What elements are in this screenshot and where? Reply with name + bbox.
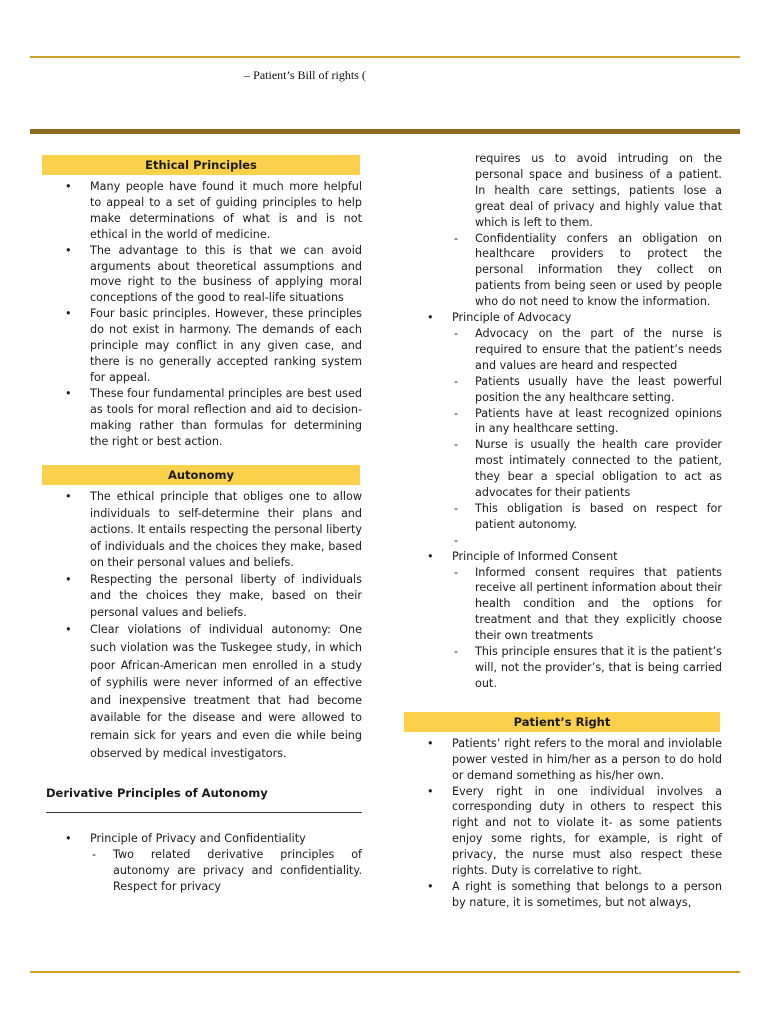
list-item-label: Principle of Privacy and Confidentiality [90, 832, 306, 846]
sub-list-item: - Patients have at least recognized opinions in any healthcare setting. [452, 406, 722, 438]
list-item [402, 549, 722, 692]
confidentiality-list [402, 231, 722, 311]
list-item: • Every right in one individual involves a corresponding duty in others to respect this right and not to violate it- as some patients enjoy some rights, for example, is right of privacy, the nurse must also respect these rights. Duty is correlative to right. [402, 784, 722, 879]
page-title: – Patient’s Bill of rights ( [244, 68, 366, 82]
list-item-label: Principle of Advocacy [452, 311, 572, 325]
section-divider [46, 812, 362, 813]
list-item: • Many people have found it much more helpful to appeal to a set of guiding principles to help make determinations of what is and is not ethical in the world of medicine. [40, 179, 362, 243]
top-rule [30, 56, 740, 58]
sub-list-item: - Confidentiality confers an obligation on healthcare providers to protect the personal information they collect on patients from being seen or used by people who do not need to know the information. [452, 231, 722, 311]
list-item-label: Principle of Informed Consent [452, 549, 618, 563]
autonomy-list [40, 489, 362, 762]
sub-list [452, 231, 722, 311]
left-column [40, 149, 362, 895]
ethical-principles-list [40, 179, 362, 449]
sub-list-item: - This principle ensures that it is the patient’s will, not the provider’s, that is being carried out. [452, 644, 722, 692]
advocacy-list [402, 310, 722, 692]
list-item: • Respecting the personal liberty of individuals and the choices they make, based on their personal values and beliefs. [40, 572, 362, 622]
list-item [40, 831, 362, 895]
continued-text: requires us to avoid intruding on the personal space and business of a patient. In health care settings, patients lose a great deal of privacy and highly value that which is left to them. [475, 152, 722, 229]
list-item: • These four fundamental principles are best used as tools for moral reflection and aid to decision-making rather than formulas for determining the right or best action. [40, 386, 362, 450]
derivative-list [40, 831, 362, 895]
derivative-principles-title: Derivative Principles of Autonomy [46, 786, 268, 801]
bottom-rule [30, 971, 740, 973]
list-item: • Clear violations of individual autonomy: One such violation was the Tuskegee study, in which poor African-American men enrolled in a study of syphilis were never informed of an effective and inexpensive treatment that had become available for the disease and were allowed to remain sick for years and even die while being observed by medical investigators. [40, 621, 362, 762]
sub-list-item: - Two related derivative principles of autonomy are privacy and confidentiality. Respect for privacy [90, 847, 362, 895]
list-item: • The advantage to this is that we can avoid arguments about theoretical assumptions and move right to the business of applying moral conceptions of the good to real-life situations [40, 243, 362, 307]
section-heading-patients-right: Patient’s Right [404, 712, 720, 732]
list-item [402, 231, 722, 311]
section-heading-ethical-principles: Ethical Principles [42, 155, 360, 175]
header-divider [30, 129, 740, 134]
sub-list [90, 847, 362, 895]
sub-list [452, 565, 722, 692]
sub-list-item: - Advocacy on the part of the nurse is required to ensure that the patient’s needs and values are heard and respected [452, 326, 722, 374]
sub-list-item: - Nurse is usually the health care provider most intimately connected to the patient, they bear a special obligation to act as advocates for their patients [452, 437, 722, 501]
list-item: • Patients’ right refers to the moral and inviolable power vested in him/her as a person to do hold or demand something as his/her own. [402, 736, 722, 784]
list-item: • The ethical principle that obliges one to allow individuals to self-determine their plans and actions. It entails respecting the personal liberty of individuals and the choices they make, based on their personal values and beliefs. [40, 489, 362, 572]
list-item: • A right is something that belongs to a person by nature, it is sometimes, but not always, [402, 879, 722, 911]
right-column [402, 151, 722, 911]
patients-right-list [402, 736, 722, 911]
sub-list-item [452, 533, 722, 549]
sub-list-item: - This obligation is based on respect for patient autonomy. [452, 501, 722, 533]
sub-list [452, 326, 722, 549]
list-item: • Four basic principles. However, these principles do not exist in harmony. The demands of each principle may conflict in any given case, and there is no generally accepted ranking system for appeal. [40, 306, 362, 386]
list-item [402, 310, 722, 549]
sub-list-item: - Patients usually have the least powerful position the any healthcare setting. [452, 374, 722, 406]
sub-list-item: - Informed consent requires that patients receive all pertinent information about their health condition and the options for treatment and that they explicitly choose their own treatments [452, 565, 722, 645]
section-heading-autonomy: Autonomy [42, 465, 360, 485]
